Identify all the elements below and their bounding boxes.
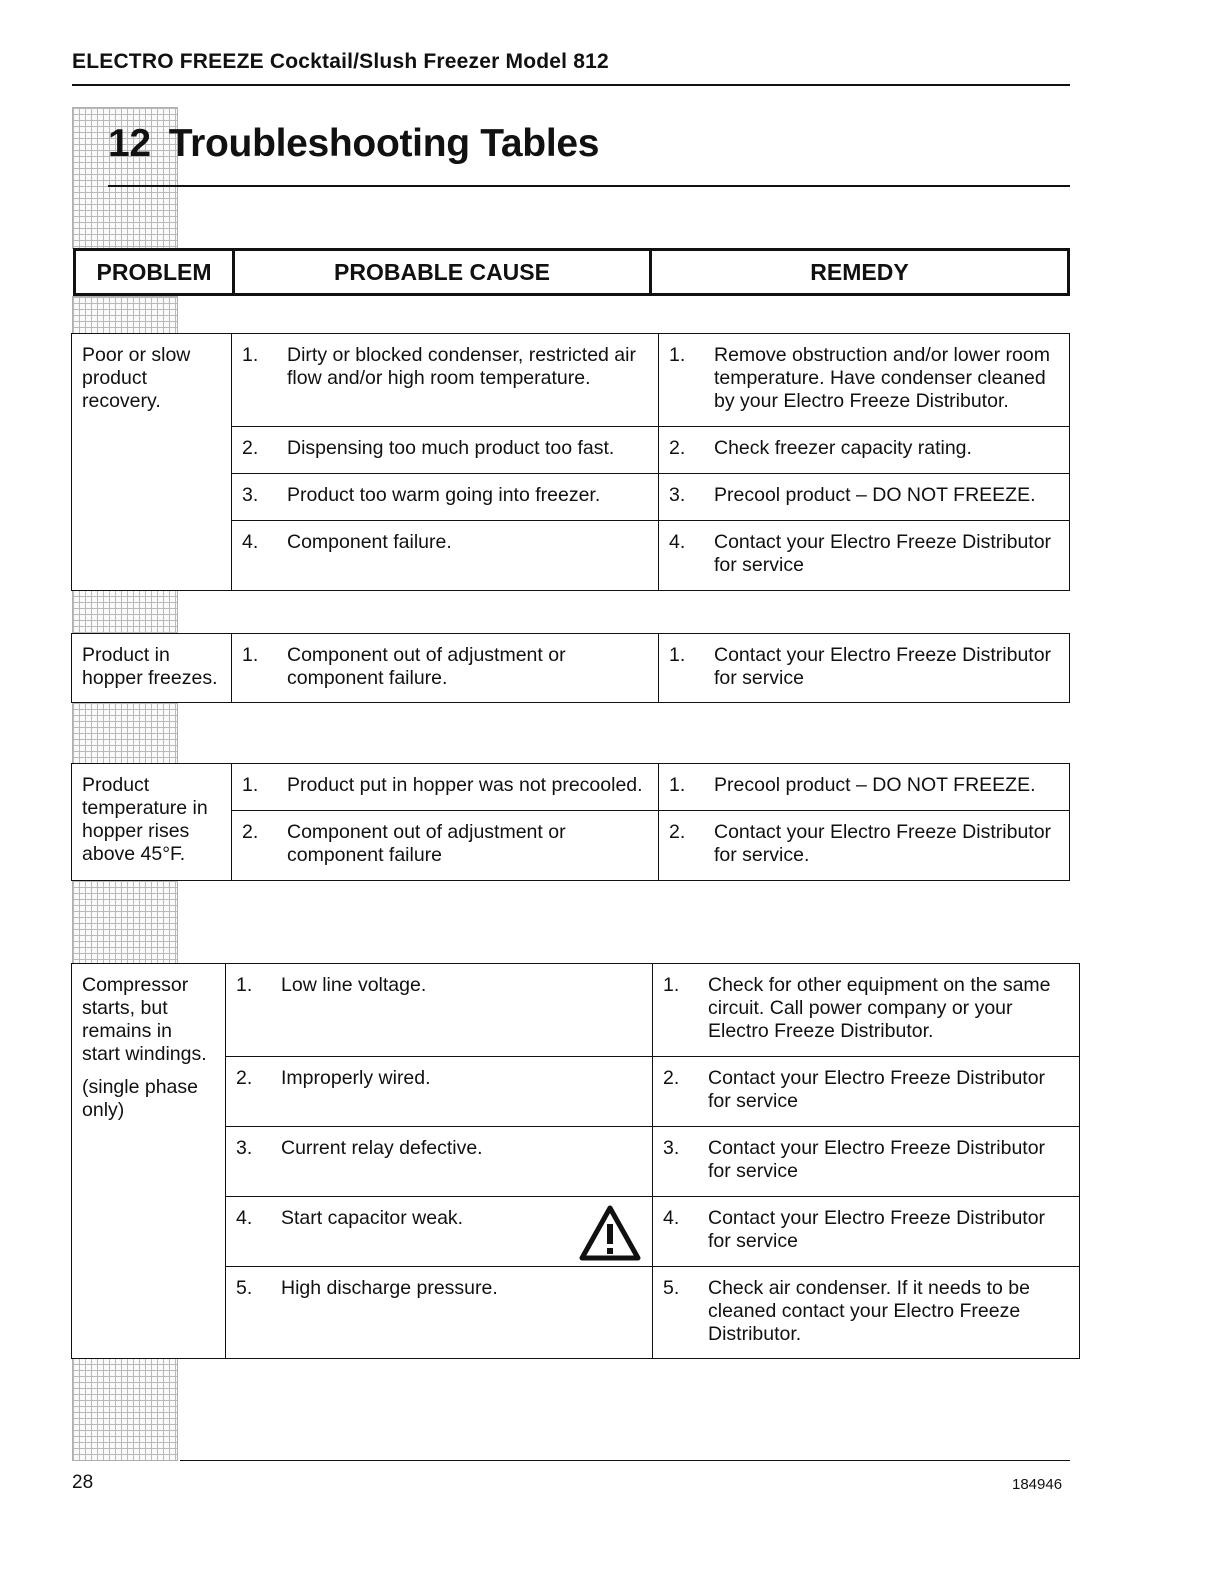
section-number: 12: [108, 122, 151, 165]
remedy-number: 1.: [663, 974, 680, 996]
troubleshooting-table-4: [71, 963, 1080, 1359]
cause-number: 2.: [236, 1067, 253, 1089]
remedy-cell: [653, 1267, 1080, 1359]
problem-cell: [72, 764, 232, 881]
remedy-text: Contact your Electro Freeze Distributor for service: [714, 644, 1052, 689]
grid-decoration: [72, 589, 178, 634]
troubleshooting-table-2: [71, 633, 1070, 703]
remedy-cell: [659, 811, 1070, 881]
problem-text: Product temperature in hopper rises above 45°F.: [82, 774, 208, 865]
cause-cell: [232, 764, 659, 811]
cause-cell: [226, 1267, 653, 1359]
remedy-text: Precool product – DO NOT FREEZE.: [714, 774, 1036, 796]
remedy-cell: [659, 634, 1070, 703]
remedy-cell: [659, 427, 1070, 474]
warning-triangle-icon: [578, 1204, 642, 1262]
cause-number: 3.: [242, 484, 259, 506]
remedy-number: 5.: [663, 1277, 680, 1299]
remedy-text: Check for other equipment on the same circuit. Call power company or your Electro Freeze Distributor.: [708, 974, 1051, 1042]
cause-text: Product too warm going into freezer.: [287, 484, 601, 506]
document-number: 184946: [1012, 1476, 1063, 1493]
cause-cell: [232, 474, 659, 521]
remedy-number: 1.: [669, 344, 686, 366]
problem-cell: [72, 334, 232, 591]
section-divider: [108, 185, 1070, 187]
cause-text: Component out of adjustment or component failure.: [287, 644, 566, 689]
remedy-text: Contact your Electro Freeze Distributor for service: [714, 531, 1052, 576]
column-header-remedy-label: REMEDY: [810, 258, 909, 285]
remedy-cell: [659, 521, 1070, 591]
problem-text: Product in hopper freezes.: [82, 644, 218, 689]
column-header-cause-label: PROBABLE CAUSE: [334, 258, 550, 285]
cause-number: 1.: [242, 644, 259, 666]
remedy-text: Check air condenser. If it needs to be cleaned contact your Electro Freeze Distributor.: [708, 1277, 1030, 1345]
cause-cell: [226, 1127, 653, 1197]
cause-text: Dispensing too much product too fast.: [287, 437, 615, 459]
grid-decoration: [72, 296, 178, 334]
remedy-number: 2.: [669, 821, 686, 843]
remedy-number: 4.: [663, 1207, 680, 1229]
section-title-text: Troubleshooting Tables: [168, 122, 600, 165]
remedy-text: Remove obstruction and/or lower room temperature. Have condenser cleaned by your Electro Freeze Distributor.: [714, 344, 1050, 412]
cause-cell: [226, 1197, 653, 1267]
remedy-cell: [653, 1057, 1080, 1127]
header-divider: [72, 84, 1070, 86]
remedy-cell: [653, 964, 1080, 1057]
cause-text: Current relay defective.: [281, 1137, 483, 1159]
cause-number: 5.: [236, 1277, 253, 1299]
remedy-number: 2.: [663, 1067, 680, 1089]
grid-decoration: [72, 1357, 178, 1461]
column-header-problem: [73, 248, 235, 296]
cause-text: Product put in hopper was not precooled.: [287, 774, 643, 796]
remedy-number: 3.: [663, 1137, 680, 1159]
remedy-number: 3.: [669, 484, 686, 506]
cause-number: 2.: [242, 437, 259, 459]
cause-text: Component failure.: [287, 531, 452, 553]
cause-number: 1.: [242, 344, 259, 366]
cause-text: Component out of adjustment or component failure: [287, 821, 566, 866]
column-header-problem-label: PROBLEM: [96, 258, 212, 285]
cause-number: 1.: [236, 974, 253, 996]
cause-text: High discharge pressure.: [281, 1277, 498, 1299]
cause-cell: [232, 811, 659, 881]
section-title: [108, 122, 599, 166]
cause-text: Start capacitor weak.: [281, 1207, 464, 1229]
grid-decoration: [72, 880, 178, 964]
remedy-number: 1.: [669, 644, 686, 666]
remedy-text: Precool product – DO NOT FREEZE.: [714, 484, 1036, 506]
document-header-title: ELECTRO FREEZE Cocktail/Slush Freezer Model 812: [72, 50, 609, 73]
remedy-cell: [653, 1197, 1080, 1267]
remedy-text: Contact your Electro Freeze Distributor for service: [708, 1137, 1046, 1182]
remedy-number: 4.: [669, 531, 686, 553]
cause-number: 3.: [236, 1137, 253, 1159]
remedy-number: 1.: [669, 774, 686, 796]
problem-note: (single phase only): [82, 1076, 198, 1121]
cause-text: Dirty or blocked condenser, restricted air flow and/or high room temperature.: [287, 344, 636, 389]
cause-cell: [232, 521, 659, 591]
troubleshooting-table-3: [71, 763, 1070, 881]
cause-cell: [226, 1057, 653, 1127]
cause-cell: [226, 964, 653, 1057]
cause-number: 1.: [242, 774, 259, 796]
remedy-text: Check freezer capacity rating.: [714, 437, 972, 459]
column-header-cause: [232, 248, 652, 296]
cause-text: Improperly wired.: [281, 1067, 431, 1089]
cause-text: Low line voltage.: [281, 974, 427, 996]
page-number: 28: [72, 1472, 94, 1493]
remedy-text: Contact your Electro Freeze Distributor for service.: [714, 821, 1052, 866]
remedy-cell: [653, 1127, 1080, 1197]
remedy-cell: [659, 764, 1070, 811]
remedy-cell: [659, 474, 1070, 521]
cause-cell: [232, 427, 659, 474]
problem-text: Compressor starts, but remains in start windings.: [82, 974, 207, 1065]
footer-divider: [180, 1460, 1070, 1461]
cause-number: 2.: [242, 821, 259, 843]
problem-cell: [72, 964, 226, 1359]
problem-cell: [72, 634, 232, 703]
problem-text: Poor or slow product recovery.: [82, 344, 191, 412]
troubleshooting-table-1: [71, 333, 1070, 591]
cause-number: 4.: [242, 531, 259, 553]
cause-number: 4.: [236, 1207, 253, 1229]
remedy-cell: [659, 334, 1070, 427]
cause-cell: [232, 634, 659, 703]
cause-cell: [232, 334, 659, 427]
column-header-remedy: [649, 248, 1070, 296]
grid-decoration: [72, 702, 178, 764]
remedy-text: Contact your Electro Freeze Distributor for service: [708, 1207, 1046, 1252]
remedy-text: Contact your Electro Freeze Distributor for service: [708, 1067, 1046, 1112]
remedy-number: 2.: [669, 437, 686, 459]
